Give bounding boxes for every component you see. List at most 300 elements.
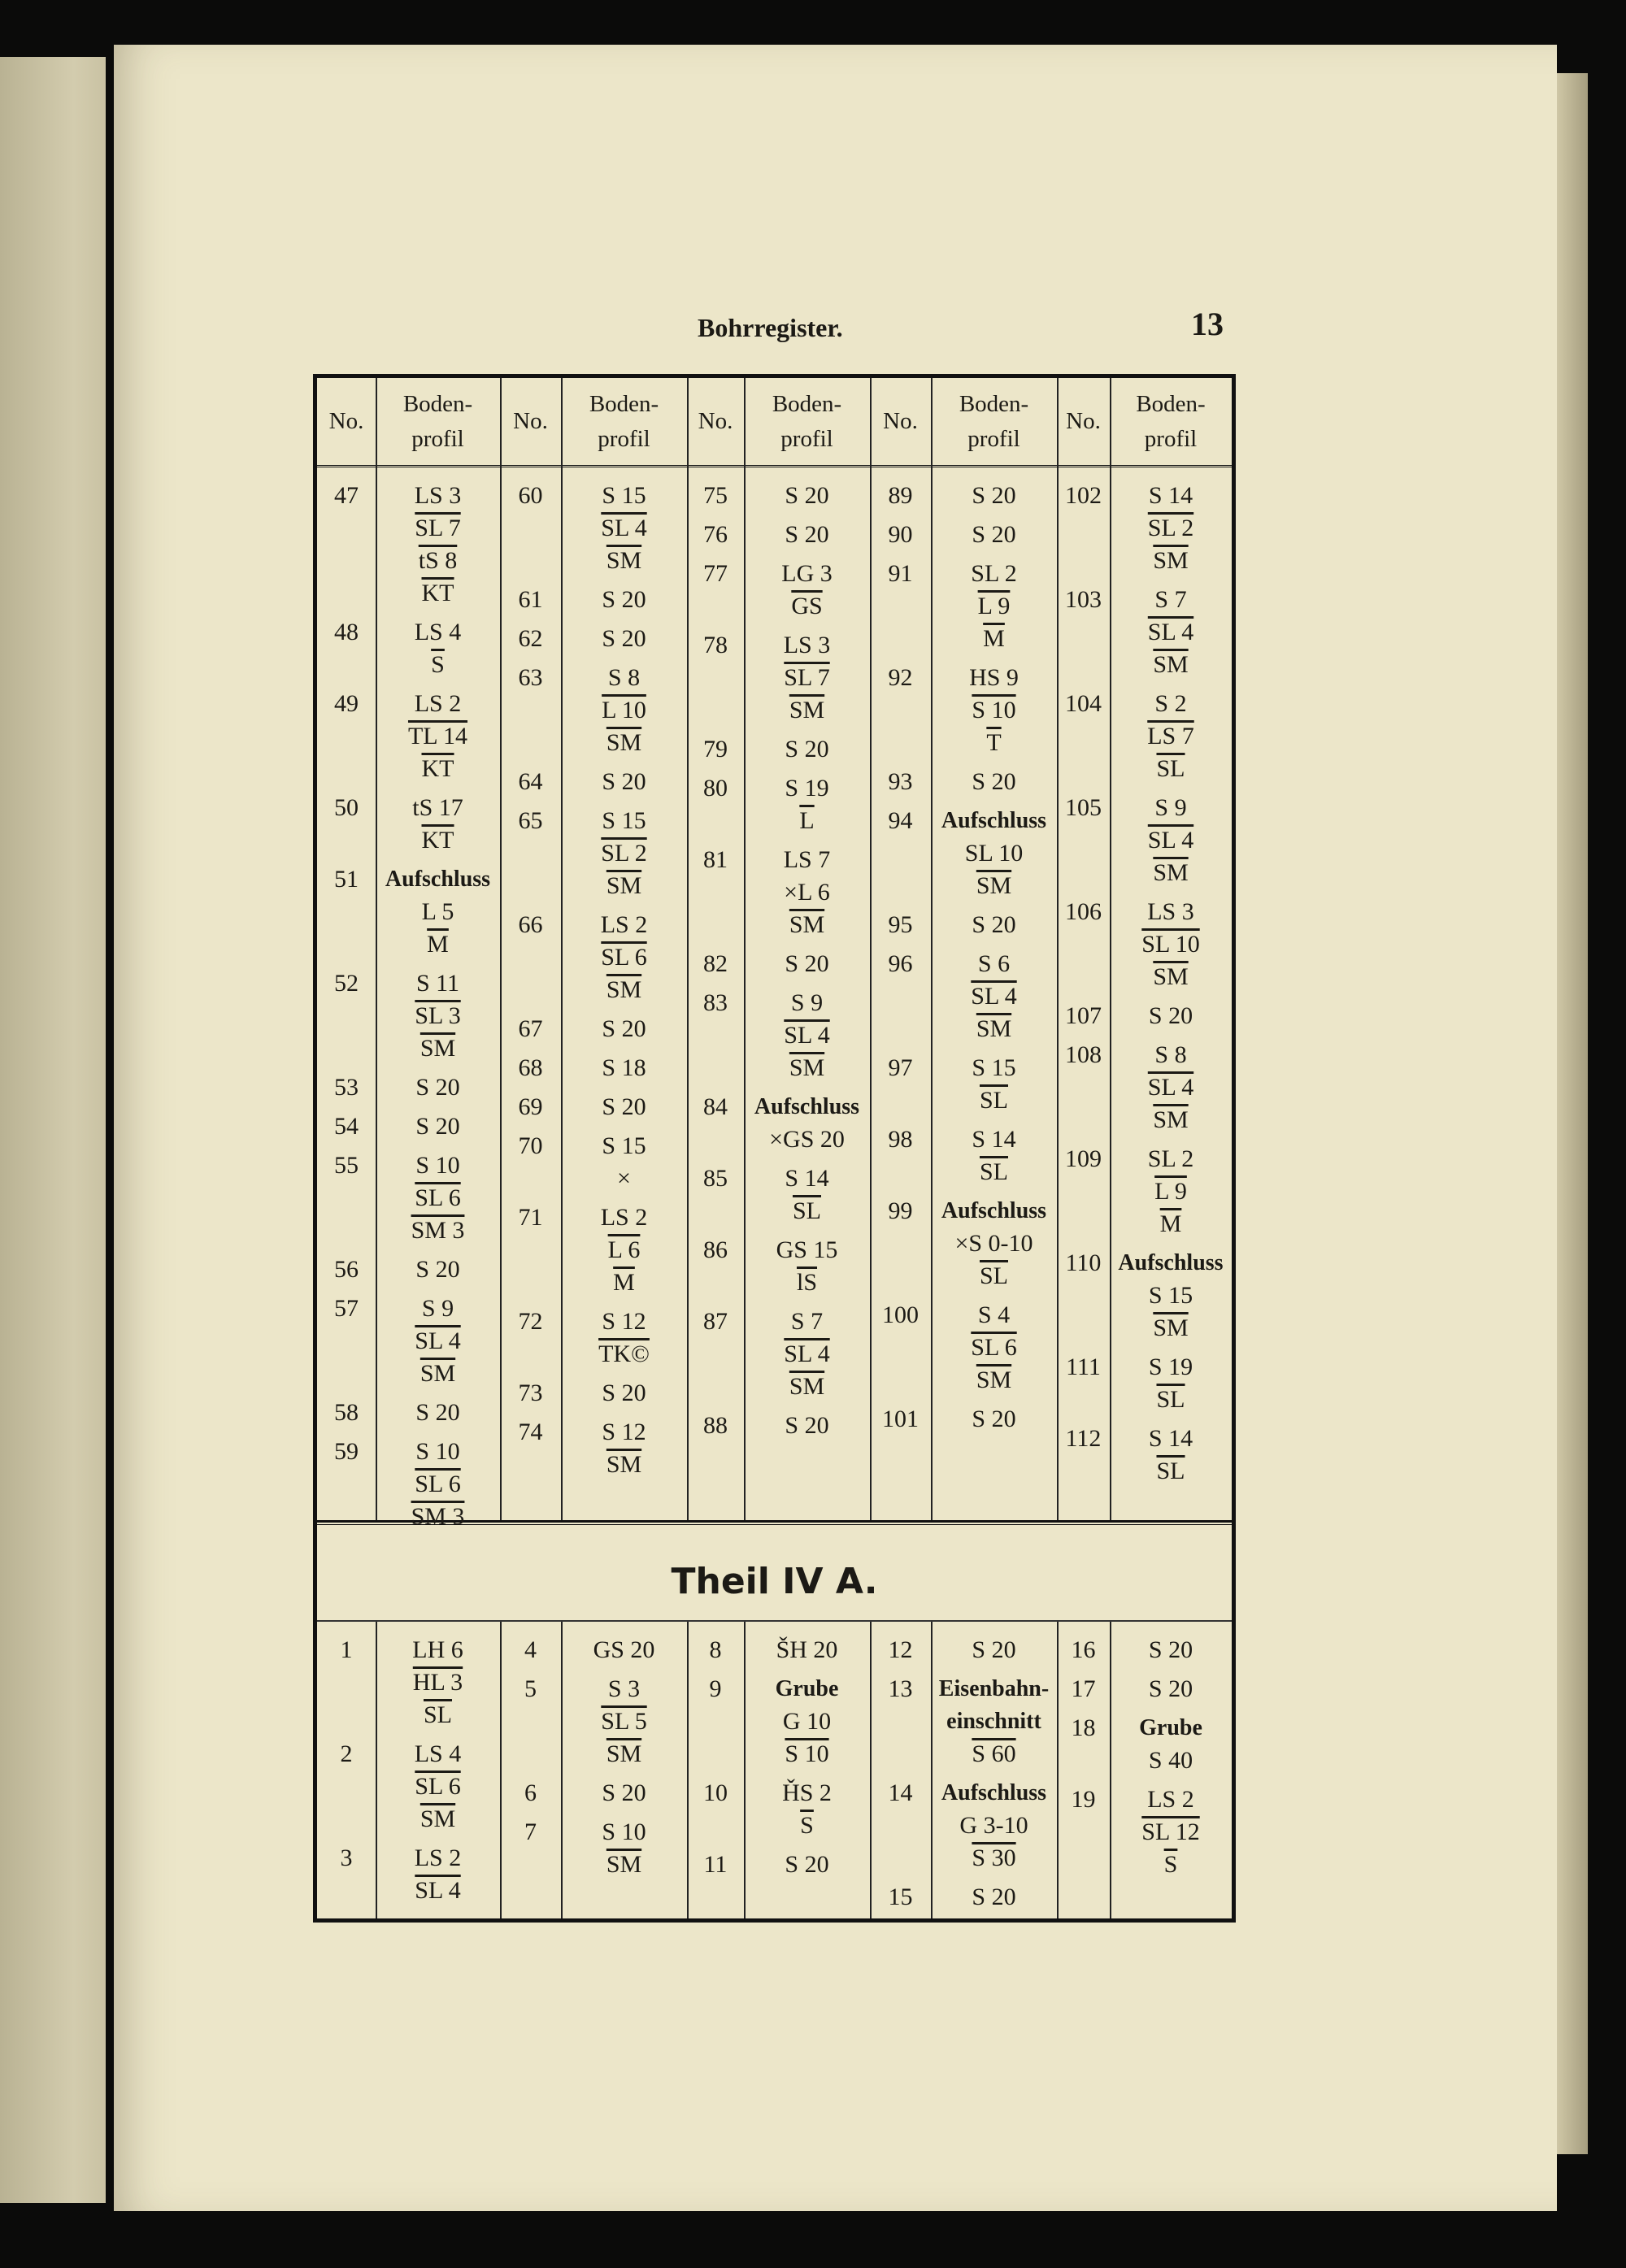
profile-layer: S 10 xyxy=(415,1152,460,1179)
row-number: 65 xyxy=(518,807,543,834)
boden-profile xyxy=(744,1306,870,1403)
boden-profile xyxy=(376,1634,500,1731)
profile-layer: S 20 xyxy=(785,736,829,763)
boden-profile xyxy=(376,1253,500,1286)
profile-layer: S 20 xyxy=(602,625,646,652)
profile-layer: $\overline{L}$ xyxy=(799,807,815,834)
boden-profile xyxy=(376,688,500,785)
boden-profile xyxy=(376,1738,500,1836)
row-number: 50 xyxy=(334,794,359,821)
profile-layer: SL 4 xyxy=(784,1340,830,1367)
profile-layer: S 9 xyxy=(790,989,824,1016)
header-boden-line1: Boden- xyxy=(1136,391,1206,418)
profile-layer: SL 4 xyxy=(1147,619,1194,645)
row-number: 92 xyxy=(888,664,913,691)
profile-layer: SL 4 xyxy=(1147,1074,1194,1101)
row-number: 62 xyxy=(518,625,543,652)
row-number: 78 xyxy=(703,632,728,658)
profile-layer: $\overline{SM}$ xyxy=(789,911,825,938)
boden-profile xyxy=(561,1013,687,1045)
boden-profile xyxy=(561,584,687,616)
profile-layer: SL 4 xyxy=(601,515,647,541)
profile-layer: S 2 xyxy=(1154,690,1187,717)
profile-layer: $\overline{SM}$ xyxy=(606,729,642,756)
profile-layer: S 12 xyxy=(602,1308,646,1335)
profile-layer: SL 4 xyxy=(415,1877,461,1904)
boden-profile xyxy=(744,1849,870,1881)
profile-layer: S 20 xyxy=(785,1851,829,1878)
profile-layer: S 14 xyxy=(1148,482,1193,509)
boden-profile xyxy=(1110,688,1232,785)
row-number: 106 xyxy=(1065,898,1102,925)
profile-layer: Aufschluss xyxy=(754,1094,860,1119)
profile-layer: G 3-10 xyxy=(959,1812,1028,1839)
boden-profile xyxy=(744,948,870,980)
row-number: 103 xyxy=(1065,586,1102,613)
profile-layer: S 20 xyxy=(415,1399,460,1426)
profile-layer: Aufschluss xyxy=(941,1780,1047,1805)
boden-profile xyxy=(376,1149,500,1247)
profile-layer: SL 6 xyxy=(415,1184,461,1211)
boden-profile xyxy=(376,1842,500,1907)
profile-layer: SL 2 xyxy=(601,840,647,867)
boden-profile xyxy=(931,1195,1057,1293)
profile-layer: S 18 xyxy=(602,1054,646,1081)
header-no: No. xyxy=(513,408,548,435)
profile-layer: $\overline{S}$ xyxy=(800,1812,814,1839)
profile-layer: SL 4 xyxy=(1147,827,1194,854)
boden-profile xyxy=(744,987,870,1084)
boden-profile xyxy=(561,1306,687,1371)
row-number: 4 xyxy=(524,1636,537,1663)
profile-layer: S 20 xyxy=(972,521,1016,548)
borehole-register-table xyxy=(313,374,1236,1923)
profile-layer: $\overline{SM}$ xyxy=(789,697,825,723)
row-number: 84 xyxy=(703,1093,728,1120)
boden-profile xyxy=(931,480,1057,512)
profile-layer: S 10 xyxy=(602,1818,646,1845)
profile-layer: SM 3 xyxy=(411,1503,465,1530)
header-boden-line1: Boden- xyxy=(959,391,1029,418)
row-number: 74 xyxy=(518,1419,543,1445)
profile-layer: $\overline{KT}$ xyxy=(421,755,454,782)
profile-layer: LS 2 xyxy=(1147,1786,1194,1813)
profile-layer: SL 5 xyxy=(601,1708,647,1735)
profile-layer: ×L 6 xyxy=(784,879,830,906)
profile-layer: S 10 xyxy=(972,697,1016,723)
profile-layer: $\overline{S}$ xyxy=(1163,1851,1178,1878)
boden-profile xyxy=(561,1091,687,1123)
header-boden-line2: profil xyxy=(780,425,833,452)
profile-layer: S 40 xyxy=(1148,1747,1193,1774)
profile-layer: S 20 xyxy=(972,1883,1016,1910)
header-no: No. xyxy=(883,408,918,435)
profile-layer: S 14 xyxy=(785,1165,829,1192)
profile-layer: Aufschluss xyxy=(1118,1250,1224,1275)
profile-layer: S 8 xyxy=(607,664,641,691)
row-number: 108 xyxy=(1065,1041,1102,1068)
row-number: 83 xyxy=(703,989,728,1016)
row-number: 12 xyxy=(888,1636,913,1663)
boden-profile xyxy=(744,1234,870,1299)
profile-layer: S 20 xyxy=(785,1412,829,1439)
boden-profile xyxy=(931,909,1057,941)
profile-layer: SL 2 xyxy=(1147,515,1194,541)
header-boden-line1: Boden- xyxy=(772,391,842,418)
profile-layer: S 20 xyxy=(972,768,1016,795)
profile-layer: S 4 xyxy=(977,1301,1011,1328)
row-number: 90 xyxy=(888,521,913,548)
profile-layer: $\overline{SM}$ xyxy=(606,547,642,574)
boden-profile xyxy=(1110,1712,1232,1777)
profile-layer: LG 3 xyxy=(781,560,833,587)
boden-profile xyxy=(561,1201,687,1299)
profile-layer: Grube xyxy=(1139,1715,1202,1740)
profile-layer: L 10 xyxy=(602,697,646,723)
row-number: 53 xyxy=(334,1074,359,1101)
boden-profile xyxy=(744,629,870,727)
profile-layer: S 20 xyxy=(972,482,1016,509)
boden-profile xyxy=(744,480,870,512)
row-number: 14 xyxy=(888,1779,913,1806)
profile-layer: $\overline{lS}$ xyxy=(796,1269,818,1296)
boden-profile xyxy=(1110,896,1232,993)
profile-layer: $\overline{SM}$ xyxy=(789,1054,825,1081)
profile-layer: $\overline{SM}$ xyxy=(976,1015,1012,1042)
row-number: 1 xyxy=(340,1636,353,1663)
profile-layer: Grube xyxy=(775,1676,839,1701)
profile-layer: $\overline{SM}$ xyxy=(1153,963,1189,990)
row-number: 110 xyxy=(1065,1249,1102,1276)
profile-layer: S 15 xyxy=(972,1054,1016,1081)
row-number: 57 xyxy=(334,1295,359,1322)
header-bodenprofil xyxy=(931,378,1057,465)
profile-layer: SL 4 xyxy=(784,1022,830,1049)
boden-profile xyxy=(1110,792,1232,889)
row-number: 75 xyxy=(703,482,728,509)
profile-layer: SL 10 xyxy=(964,840,1024,867)
profile-layer: SL 7 xyxy=(415,515,461,541)
profile-layer: $\overline{S}$ xyxy=(431,651,445,678)
boden-profile xyxy=(1110,1784,1232,1881)
profile-layer: S 10 xyxy=(415,1438,460,1465)
boden-profile xyxy=(931,1673,1057,1771)
profile-layer: $\overline{SL}$ xyxy=(979,1158,1008,1185)
profile-layer: SL 12 xyxy=(1141,1818,1200,1845)
row-number: 109 xyxy=(1065,1145,1102,1172)
profile-layer: S 19 xyxy=(785,775,829,802)
boden-profile xyxy=(1110,1673,1232,1705)
group-rule xyxy=(1057,378,1059,1520)
row-number: 89 xyxy=(888,482,913,509)
profile-layer: S 11 xyxy=(415,970,460,997)
boden-profile xyxy=(1110,1351,1232,1416)
profile-layer: ŠH 20 xyxy=(776,1636,838,1663)
profile-layer: S 15 xyxy=(602,482,646,509)
profile-layer: HL 3 xyxy=(412,1669,463,1696)
profile-layer: S 20 xyxy=(785,950,829,977)
profile-layer: S 9 xyxy=(1154,794,1187,821)
row-number: 8 xyxy=(709,1636,722,1663)
profile-layer: S 12 xyxy=(602,1419,646,1445)
row-number: 86 xyxy=(703,1236,728,1263)
row-number: 18 xyxy=(1071,1714,1096,1741)
row-number: 85 xyxy=(703,1165,728,1192)
profile-layer: LS 3 xyxy=(783,632,831,658)
row-number: 60 xyxy=(518,482,543,509)
profile-layer: L 5 xyxy=(421,898,454,925)
row-number: 10 xyxy=(703,1779,728,1806)
boden-profile xyxy=(931,948,1057,1045)
profile-layer: S 10 xyxy=(785,1740,829,1767)
profile-layer: $\overline{SM}$ xyxy=(789,1373,825,1400)
profile-layer: SL 3 xyxy=(415,1002,461,1029)
row-number: 71 xyxy=(518,1204,543,1231)
profile-layer: L 9 xyxy=(1154,1178,1187,1205)
profile-layer: $\overline{SM}$ xyxy=(976,872,1012,899)
row-number: 5 xyxy=(524,1675,537,1702)
profile-layer: $\overline{SM}$ xyxy=(420,1035,456,1062)
boden-profile xyxy=(561,766,687,798)
section-separator-thin xyxy=(317,1620,1232,1623)
profile-layer: LS 2 xyxy=(600,1204,648,1231)
profile-layer: $\overline{SM}$ xyxy=(606,1451,642,1478)
boden-profile xyxy=(931,1403,1057,1436)
row-number: 59 xyxy=(334,1438,359,1465)
left-page-edge xyxy=(0,57,106,2203)
profile-layer: SL 6 xyxy=(415,1471,461,1497)
boden-profile xyxy=(1110,1247,1232,1345)
profile-layer: S 6 xyxy=(977,950,1011,977)
boden-profile xyxy=(931,1299,1057,1397)
boden-profile xyxy=(931,662,1057,759)
profile-layer: L 6 xyxy=(607,1236,641,1263)
profile-layer: LS 2 xyxy=(414,690,462,717)
boden-profile xyxy=(744,1091,870,1156)
boden-profile xyxy=(376,1071,500,1104)
boden-profile xyxy=(744,1634,870,1666)
profile-layer: Eisenbahn- xyxy=(938,1676,1050,1701)
profile-layer: S 20 xyxy=(1148,1675,1193,1702)
profile-layer: S 20 xyxy=(415,1113,460,1140)
profile-layer: LS 3 xyxy=(414,482,462,509)
profile-layer: SL 6 xyxy=(971,1334,1017,1361)
profile-layer: tS 8 xyxy=(418,547,458,574)
boden-profile xyxy=(561,623,687,655)
boden-profile xyxy=(744,1410,870,1442)
boden-profile xyxy=(376,616,500,681)
profile-layer: S 9 xyxy=(421,1295,454,1322)
boden-profile xyxy=(744,519,870,551)
boden-profile xyxy=(931,1634,1057,1666)
row-number: 6 xyxy=(524,1779,537,1806)
row-number: 112 xyxy=(1065,1425,1102,1452)
row-number: 96 xyxy=(888,950,913,977)
profile-layer: ×S 0-10 xyxy=(954,1230,1033,1257)
profile-layer: S 19 xyxy=(1148,1353,1193,1380)
profile-layer: SL 2 xyxy=(971,560,1017,587)
profile-layer: S 20 xyxy=(415,1256,460,1283)
row-number: 79 xyxy=(703,736,728,763)
row-number: 58 xyxy=(334,1399,359,1426)
header-boden-line2: profil xyxy=(598,425,650,452)
row-number: 88 xyxy=(703,1412,728,1439)
profile-layer: S 8 xyxy=(1154,1041,1187,1068)
profile-layer: LS 3 xyxy=(1147,898,1194,925)
row-number: 91 xyxy=(888,560,913,587)
boden-profile xyxy=(561,1377,687,1410)
profile-layer: $\overline{SM}$ xyxy=(420,1805,456,1832)
profile-layer: $\overline{SL}$ xyxy=(423,1701,452,1728)
profile-layer: SM 3 xyxy=(411,1217,465,1244)
profile-layer: SL 2 xyxy=(1147,1145,1194,1172)
profile-layer: S 20 xyxy=(602,586,646,613)
boden-profile xyxy=(561,1052,687,1084)
profile-layer: $\overline{SL}$ xyxy=(1156,755,1185,782)
row-number: 67 xyxy=(518,1015,543,1042)
profile-layer: TL 14 xyxy=(407,723,468,749)
profile-layer: LS 7 xyxy=(1147,723,1194,749)
row-number: 15 xyxy=(888,1883,913,1910)
profile-layer: S 20 xyxy=(972,1406,1016,1432)
profile-layer: LS 2 xyxy=(600,911,648,938)
boden-profile xyxy=(561,480,687,577)
profile-layer: $\overline{SL}$ xyxy=(1156,1386,1185,1413)
boden-profile xyxy=(376,1436,500,1533)
boden-profile xyxy=(376,1293,500,1390)
row-number: 55 xyxy=(334,1152,359,1179)
row-number: 98 xyxy=(888,1126,913,1153)
boden-profile xyxy=(561,1777,687,1810)
profile-layer: S 15 xyxy=(602,807,646,834)
profile-layer: G 10 xyxy=(782,1708,832,1735)
boden-profile xyxy=(376,1397,500,1429)
profile-layer: ȞS 2 xyxy=(782,1779,832,1806)
row-number: 47 xyxy=(334,482,359,509)
profile-layer: $\overline{T}$ xyxy=(986,729,1002,756)
profile-layer: $\overline{SL}$ xyxy=(979,1262,1008,1289)
profile-layer: S 20 xyxy=(602,768,646,795)
profile-layer: TK© xyxy=(598,1340,650,1367)
row-number: 99 xyxy=(888,1197,913,1224)
header-boden-line2: profil xyxy=(1144,425,1198,452)
boden-profile xyxy=(931,766,1057,798)
boden-profile xyxy=(744,1162,870,1227)
row-number: 94 xyxy=(888,807,913,834)
profile-layer: $\overline{KT}$ xyxy=(421,827,454,854)
profile-layer: $\overline{SM}$ xyxy=(606,1851,642,1878)
profile-layer: S 60 xyxy=(972,1740,1016,1767)
profile-layer: S 20 xyxy=(972,911,1016,938)
profile-layer: einschnitt xyxy=(946,1709,1041,1734)
profile-layer: $\overline{M}$ xyxy=(983,625,1005,652)
row-number: 11 xyxy=(703,1851,728,1878)
row-number: 77 xyxy=(703,560,728,587)
profile-layer: $\overline{SL}$ xyxy=(1156,1458,1185,1484)
boden-profile xyxy=(744,772,870,837)
boden-profile xyxy=(931,1777,1057,1875)
profile-layer: S 20 xyxy=(972,1636,1016,1663)
profile-layer: $\overline{SM}$ xyxy=(1153,859,1189,886)
profile-layer: SL 6 xyxy=(415,1773,461,1800)
profile-layer: GS 20 xyxy=(593,1636,655,1663)
row-number: 87 xyxy=(703,1308,728,1335)
running-title: Bohrregister. xyxy=(698,313,843,342)
profile-layer: $\overline{GS}$ xyxy=(791,593,823,619)
header-bodenprofil xyxy=(744,378,870,465)
profile-layer: $\overline{SM}$ xyxy=(976,1366,1012,1393)
profile-layer: LS 2 xyxy=(414,1844,462,1871)
profile-layer: SL 7 xyxy=(784,664,830,691)
boden-profile xyxy=(376,792,500,857)
profile-layer: $\overline{SM}$ xyxy=(606,1740,642,1767)
profile-layer: Aufschluss xyxy=(941,1198,1047,1223)
boden-profile xyxy=(931,519,1057,551)
row-number: 7 xyxy=(524,1818,537,1845)
profile-layer: S 20 xyxy=(602,1379,646,1406)
row-number: 13 xyxy=(888,1675,913,1702)
profile-layer: S 20 xyxy=(1148,1002,1193,1029)
row-number: 76 xyxy=(703,521,728,548)
profile-layer: L 9 xyxy=(977,593,1011,619)
profile-layer: SL 6 xyxy=(601,944,647,971)
row-number: 61 xyxy=(518,586,543,613)
profile-layer: S 20 xyxy=(602,1779,646,1806)
profile-layer: tS 17 xyxy=(412,794,463,821)
profile-layer: × xyxy=(617,1165,631,1192)
row-number: 104 xyxy=(1065,690,1102,717)
boden-profile xyxy=(931,1052,1057,1117)
boden-profile xyxy=(561,1634,687,1666)
row-number: 102 xyxy=(1065,482,1102,509)
boden-profile xyxy=(376,480,500,610)
header-bodenprofil xyxy=(1110,378,1232,465)
boden-profile xyxy=(1110,1423,1232,1488)
boden-profile xyxy=(744,1777,870,1842)
profile-layer: $\overline{KT}$ xyxy=(421,580,454,606)
profile-layer: GS 15 xyxy=(776,1236,838,1263)
profile-layer: S 7 xyxy=(790,1308,824,1335)
group-rule xyxy=(500,378,502,1520)
row-number: 80 xyxy=(703,775,728,802)
profile-layer: SL 4 xyxy=(971,983,1017,1010)
profile-layer: S 20 xyxy=(415,1074,460,1101)
profile-layer: LS 7 xyxy=(783,846,831,873)
boden-profile xyxy=(561,909,687,1006)
profile-layer: ×GS 20 xyxy=(769,1126,845,1153)
row-number: 69 xyxy=(518,1093,543,1120)
row-number: 19 xyxy=(1071,1786,1096,1813)
profile-layer: $\overline{M}$ xyxy=(613,1269,635,1296)
profile-layer: SL 4 xyxy=(415,1327,461,1354)
row-number: 68 xyxy=(518,1054,543,1081)
boden-profile xyxy=(1110,1000,1232,1032)
boden-profile xyxy=(931,1123,1057,1188)
profile-layer: $\overline{SM}$ xyxy=(1153,1106,1189,1133)
row-number: 64 xyxy=(518,768,543,795)
row-number: 95 xyxy=(888,911,913,938)
profile-layer: S 14 xyxy=(972,1126,1016,1153)
profile-layer: S 20 xyxy=(602,1015,646,1042)
profile-layer: LS 4 xyxy=(414,1740,462,1767)
row-number: 52 xyxy=(334,970,359,997)
profile-layer: S 7 xyxy=(1154,586,1187,613)
page-fore-edge xyxy=(1557,73,1588,2154)
header-no: No. xyxy=(328,408,364,435)
row-number: 81 xyxy=(703,846,728,873)
row-number: 97 xyxy=(888,1054,913,1081)
boden-profile xyxy=(561,1130,687,1195)
